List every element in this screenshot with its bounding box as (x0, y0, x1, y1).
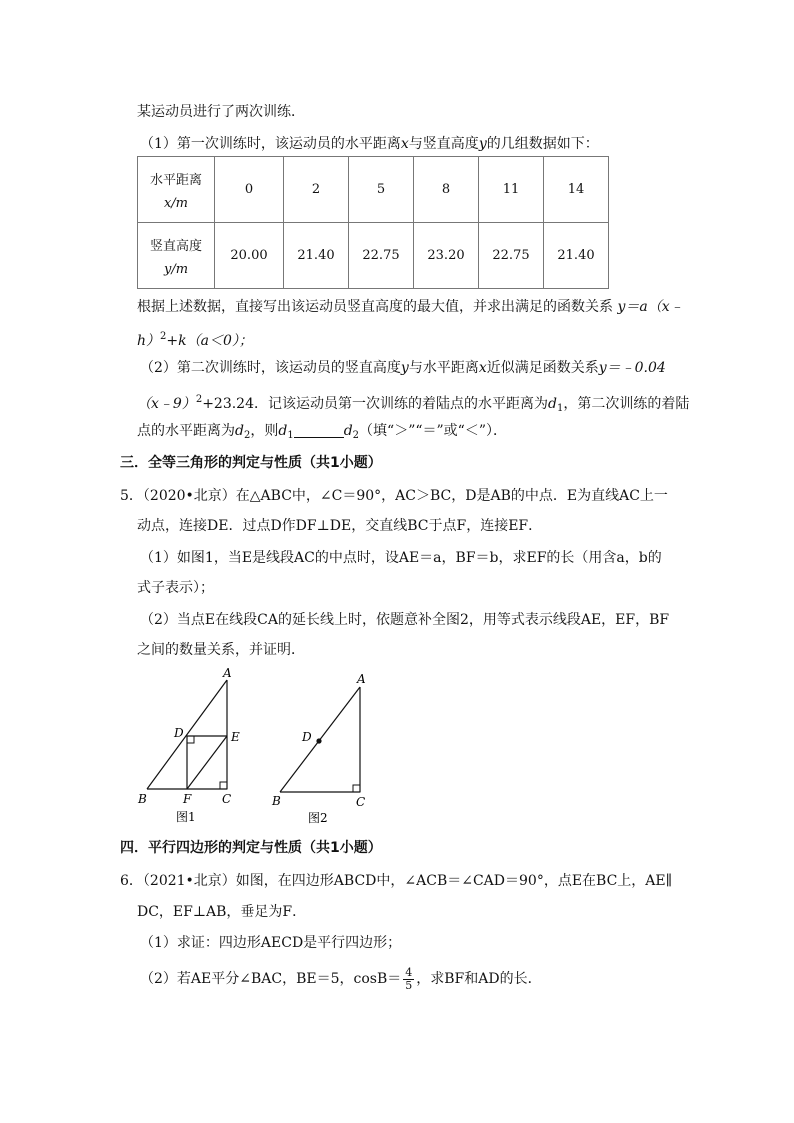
fig2-caption: 图2 (308, 811, 328, 825)
fig1-segment-EF (187, 736, 227, 789)
table-cell: 21.40 (544, 223, 609, 289)
table-cell: 8 (414, 157, 479, 223)
table-cell: 23.20 (414, 223, 479, 289)
fig2-label-B: B (272, 794, 281, 808)
fig2-label-A: A (357, 672, 366, 686)
row1-header: 水平距离 x/m (138, 157, 215, 223)
fig2-point-D (316, 738, 321, 743)
fig1-right-angle-mark (187, 736, 194, 743)
table-cell: 20.00 (215, 223, 284, 289)
q5-line1: 5．（2020•北京）在△ABC中，∠C＝90°，AC＞BC，D是AB的中点．E为直线AC上一 (120, 488, 668, 504)
q1-part2-line1: （2）第二次训练时，该运动员的竖直高度y与水平距离x近似满足函数关系y＝﹣0.04 (140, 360, 666, 376)
geometry-figures (130, 665, 390, 830)
section-4-heading: 四．平行四边形的判定与性质（共1小题） (120, 840, 382, 856)
answer-blank[interactable] (294, 423, 344, 438)
fig1-label-A: A (223, 666, 232, 680)
data-table (137, 156, 609, 289)
table-cell: 14 (544, 157, 609, 223)
fig1-label-C: C (222, 792, 232, 806)
fig1-label-E: E (231, 730, 240, 744)
fig1-label-F: F (183, 792, 192, 806)
figure-1 (137, 666, 240, 824)
fig1-caption: 图1 (176, 810, 196, 824)
q5-line4: 式子表示）； (137, 580, 214, 596)
intro-text: 某运动员进行了两次训练． (137, 104, 305, 120)
row2-header: 竖直高度 y/m (138, 223, 215, 289)
q5-line2: 动点，连接DE．过点D作DF⊥DE，交直线BC于点F，连接EF． (137, 518, 543, 534)
q6-line3: （1）求证：四边形AECD是平行四边形； (140, 935, 402, 951)
table-cell: 22.75 (349, 223, 414, 289)
q6-line2: DC，EF⊥AB，垂足为F． (137, 904, 307, 920)
q5-line3: （1）如图1，当E是线段AC的中点时，设AE＝a，BF＝b，求EF的长（用含a，b的 (140, 550, 662, 566)
table-cell: 2 (284, 157, 349, 223)
q5-line6: 之间的数量关系，并证明． (137, 642, 305, 658)
q1-after-table-line1: 根据上述数据，直接写出该运动员竖直高度的最大值，并求出满足的函数关系 y＝a（x﹣ (137, 299, 684, 315)
fig1-label-D: D (174, 726, 184, 740)
q1-after-table-line2: h）$^2$+k（a＜0）； (137, 331, 253, 349)
fig2-label-D: D (302, 730, 312, 744)
table-cell: 5 (349, 157, 414, 223)
fig2-label-C: C (356, 795, 366, 809)
q5-line5: （2）当点E在线段CA的延长线上时，依题意补全图2，用等式表示线段AE，EF，BF (140, 612, 670, 628)
q6-line4: （2）若AE平分∠BAC，BE＝5，cosB＝ $\frac{4}{5}$ ，求BF和AD的长． (140, 965, 542, 992)
table-cell: 0 (215, 157, 284, 223)
table-cell: 22.75 (479, 223, 544, 289)
fraction-four-fifths: $\frac{4}{5}$ (405, 965, 413, 992)
fig1-right-angle-mark (220, 782, 227, 789)
q1-part2-line2: （x﹣9）$^2$+23.24．记该运动员第一次训练的着陆点的水平距离为$d_1$，第二次训练的着陆 (137, 394, 690, 414)
section-3-heading: 三．全等三角形的判定与性质（共1小题） (120, 455, 382, 471)
q1-part2-line3: 点的水平距离为$d_2$，则$d_1$ $d_2$（填“＞”“＝”或“＜”）． (137, 423, 507, 441)
q1-part1-text: （1）第一次训练时，该运动员的水平距离x与竖直高度y的几组数据如下： (140, 136, 599, 152)
fig1-label-B: B (138, 792, 147, 806)
fig2-right-angle-mark (353, 785, 360, 792)
q6-line1: 6．（2021•北京）如图，在四边形ABCD中，∠ACB＝∠CAD＝90°，点E在BC上，AE∥ (120, 873, 673, 889)
figure-2 (271, 672, 366, 825)
table-cell: 21.40 (284, 223, 349, 289)
table-cell: 11 (479, 157, 544, 223)
